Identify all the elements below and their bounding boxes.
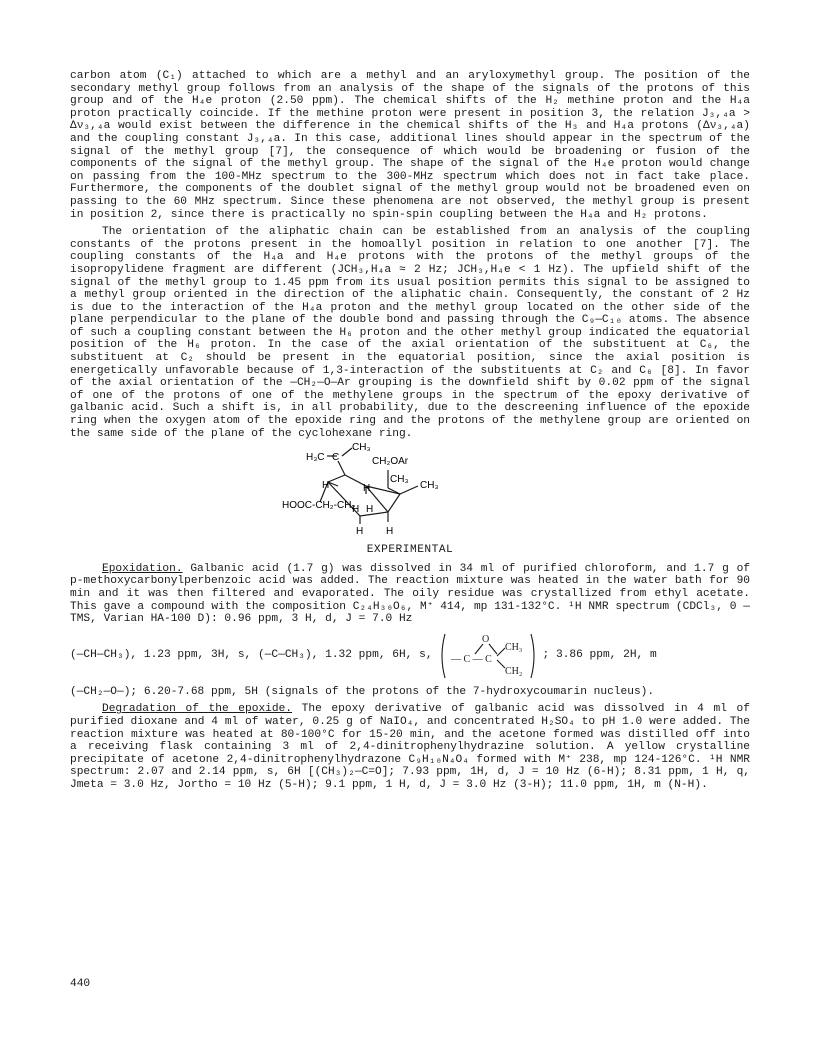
epoxidation-paragraph	[70, 563, 750, 626]
epoxide-formula-drawing	[439, 632, 537, 680]
h-mid-label: H	[363, 483, 371, 495]
h-bottom-2: H	[366, 504, 374, 516]
epoxidation-title: Epoxidation.	[102, 562, 183, 575]
nmr-tail-text: (—CH₂—O—); 6.20-7.68 ppm, 5H (signals of the protons of the 7-hydroxycoumarin nucleus).	[70, 685, 655, 698]
h-left-label: H	[322, 480, 330, 492]
structure-figure	[70, 442, 750, 538]
formula-o: O	[481, 633, 489, 645]
h-bottom-1: H	[352, 504, 360, 516]
experimental-heading: EXPERIMENTAL	[366, 544, 454, 557]
nmr-formula-row	[70, 632, 750, 680]
paragraph-1: carbon atom (C₁) attached to which are a methyl and an aryloxymethyl group. The position of the secondary methyl group follows from an analysis of the shape of the signals of the protons of this group and of the H₄e proton (2.50 ppm). The chemical shifts of the H₂ methine proton and the H₄a proton practically coincide. If the methine proton were present in position 3, the relation J₃,₄a > Δν₃,₄a would exist between the difference in the chemical shifts of the H₃ and H₄a protons (Δν₃,₄a) and the coupling constant J₃,₄a. In this case, additional lines should appear in the spectrum of the signal of the methyl group [7], the consequence of which would be broadening or fusion of the components of the signal of the methyl group. The shape of the signal of the H₄e proton would change on passing from the 100-MHz spectrum to the 300-MHz spectrum which does not in fact take place. Furthermore, the components of the doublet signal of the methyl group would not be broadened even on passing to the 60 MHz spectrum. Since these phenomena are not observed, the methyl group is present in position 2, since there is practically no spin-spin coupling between the H₄a and H₂ protons.	[70, 70, 750, 221]
ch3-top-label: CH₃	[352, 442, 371, 454]
degradation-paragraph	[70, 703, 750, 791]
degradation-text: The epoxy derivative of galbanic acid was dissolved in 4 ml of purified dioxane and 4 ml of water, 0.25 g of NaIO₄, and concentrated H₂SO₄ to pH 1.0 were added. The reaction mixture was heated at 80-100°C for 15-20 min, and the acetone formed was distilled off into a receiving flask containing 3 ml of 2,4-dinitrophenylhydrazine solution. A yellow crystalline precipitate of acetone 2,4-dinitrophenylhydrazone C₉H₁₀N₄O₄ formed with M⁺ 238, mp 124-126°C. ¹H NMR spectrum: 2.07 and 2.14 ppm, s, 6H [(CH₃)₂—C=O]; 7.93 ppm, 1H, d, J = 10 Hz (6-H); 8.31 ppm, 1 H, q, Jmeta = 3.0 Hz, Jortho = 10 Hz (5-H); 9.1 ppm, 1 H, d, J = 3.0 Hz (3-H); 11.0 ppm, 1H, m (N-H).	[70, 703, 750, 791]
ch3-ring-label: CH₃	[390, 474, 409, 486]
h3c-label: H₃C	[306, 452, 325, 464]
text-column	[70, 70, 750, 792]
epoxide-formula	[439, 632, 537, 680]
cyclohexane-structure-drawing	[70, 442, 750, 538]
formula-ch2: CH₂	[504, 665, 522, 677]
h-bottom-4: H	[386, 526, 394, 538]
chain-label: HOOC-CH₂-CH₂	[282, 500, 356, 512]
formula-ch3: CH₃	[504, 641, 522, 653]
ch2oar-label: CH₂OAr	[372, 456, 409, 468]
ch3-right-label: CH₃	[420, 480, 439, 492]
formula-c-c: — C — C	[450, 653, 492, 665]
nmr-right-text: ; 3.86 ppm, 2H, m	[542, 649, 657, 662]
paragraph-2: The orientation of the aliphatic chain can be established from an analysis of the coupling constants of the protons present in the homoallyl position in relation to one another [7]. The coupling constants of the H₄a and H₄e protons with the protons of the methyl groups of the isopropylidene fragment are different (JCH₃,H₄a ≈ 2 Hz; JCH₃,H₄e < 1 Hz). The upfield shift of the signal of the methyl group to 1.45 ppm from its usual position permits this signal to be assigned to a methyl group oriented in the direction of the aliphatic chain. Consequently, the constant of 2 Hz is due to the interaction of the H₄a proton and the methyl group located on the other side of the plane perpendicular to the plane of the double bond and passing through the C₉—C₁₀ atoms. The absence of such a coupling constant between the H₆ proton and the other methyl group indicated the equatorial position of the H₆ proton. In the case of the axial orientation of the substituent at C₆, the substituent at C₂ should be present in the equatorial position, since the axial position is energetically unfavorable because of 1,3-interaction of the substituents at C₂ and C₆ [8]. In favor of the axial orientation of the —CH₂—O—Ar grouping is the downfield shift by 0.02 ppm of the signal of one of the protons of one of the methylene groups in the spectrum of the epoxy derivative of galbanic acid. Such a shift is, in all probability, due to the descreening influence of the epoxide ring when the oxygen atom of the epoxide ring and the protons of the methylene group are oriented on the same side of the plane of the cyclohexane ring.	[70, 226, 750, 440]
nmr-left-text: (—CH—CH₃), 1.23 ppm, 3H, s, (—C—CH₃), 1.32 ppm, 6H, s,	[70, 649, 433, 662]
h-bottom-3: H	[356, 526, 364, 538]
c-label: C	[332, 452, 340, 464]
degradation-title: Degradation of the epoxide.	[102, 703, 293, 716]
epoxidation-text: Galbanic acid (1.7 g) was dissolved in 34 ml of purified chloroform, and 1.7 g of p-methoxycarbonylperbenzoic acid was added. The reaction mixture was heated in the water bath for 90 min and it was then filtered and evaporated. The oily residue was crystallized from ethyl acetate. This gave a compound with the composition C₂₄H₃₀O₆, M⁺ 414, mp 131-132°C. ¹H NMR spectrum (CDCl₃, 0 — TMS, Varian HA-100 D): 0.96 ppm, 3 H, d, J = 7.0 Hz	[70, 562, 750, 626]
page-number: 440	[70, 978, 91, 990]
